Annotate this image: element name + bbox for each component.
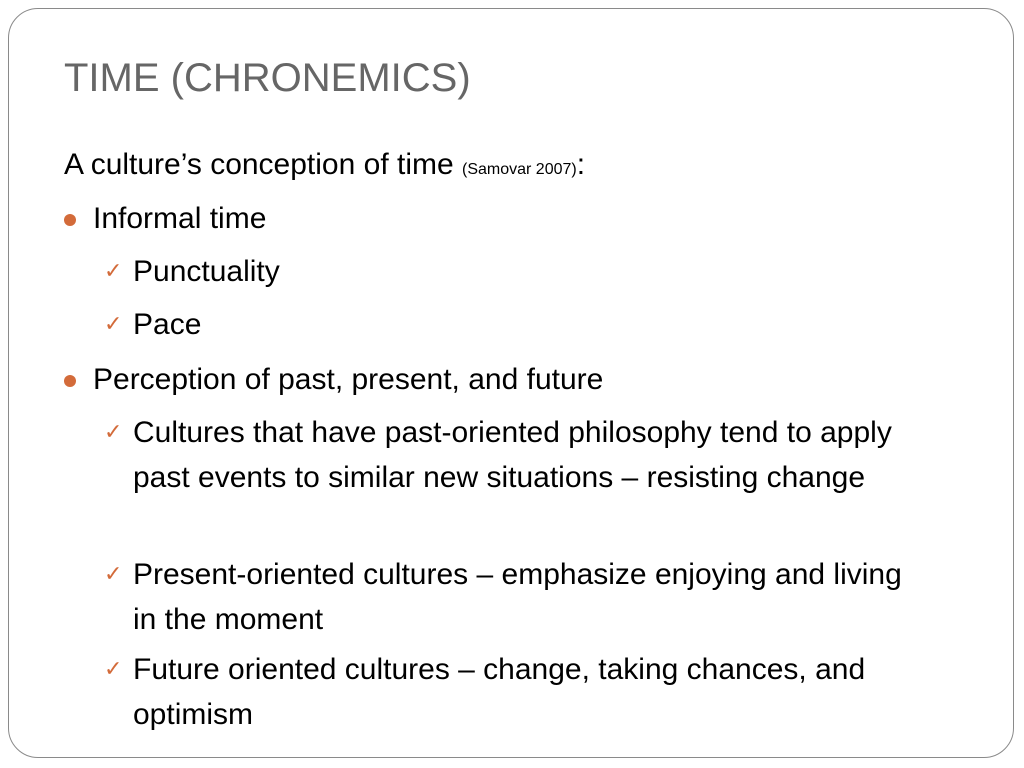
- checkmark-icon: ✓: [104, 420, 123, 445]
- intro-text: A culture’s conception of time: [64, 148, 462, 181]
- checkmark-icon: ✓: [104, 312, 123, 337]
- bullet-dot-icon: [64, 214, 76, 226]
- subitem-text: Future oriented cultures – change, taking chances, and optimism: [133, 653, 866, 731]
- bullet-text: Informal time: [93, 202, 267, 235]
- subitem-text: Present-oriented cultures – emphasize enjoying and living in the moment: [133, 558, 902, 636]
- bullet-dot-icon: [64, 375, 76, 387]
- checkmark-icon: ✓: [104, 657, 123, 682]
- checkmark-icon: ✓: [104, 259, 123, 284]
- bullet-text: Perception of past, present, and future: [93, 363, 604, 396]
- slide-title: TIME (CHRONEMICS): [64, 56, 471, 100]
- intro-colon: :: [576, 148, 586, 181]
- subitem-text: Punctuality: [133, 255, 280, 288]
- citation: (Samovar 2007): [462, 161, 577, 178]
- checkmark-icon: ✓: [104, 562, 123, 587]
- subitem-text: Pace: [133, 308, 202, 341]
- intro-line: [64, 142, 585, 192]
- subitem-text: Cultures that have past-oriented philosophy tend to apply past events to similar new situations – resisting change: [133, 416, 892, 494]
